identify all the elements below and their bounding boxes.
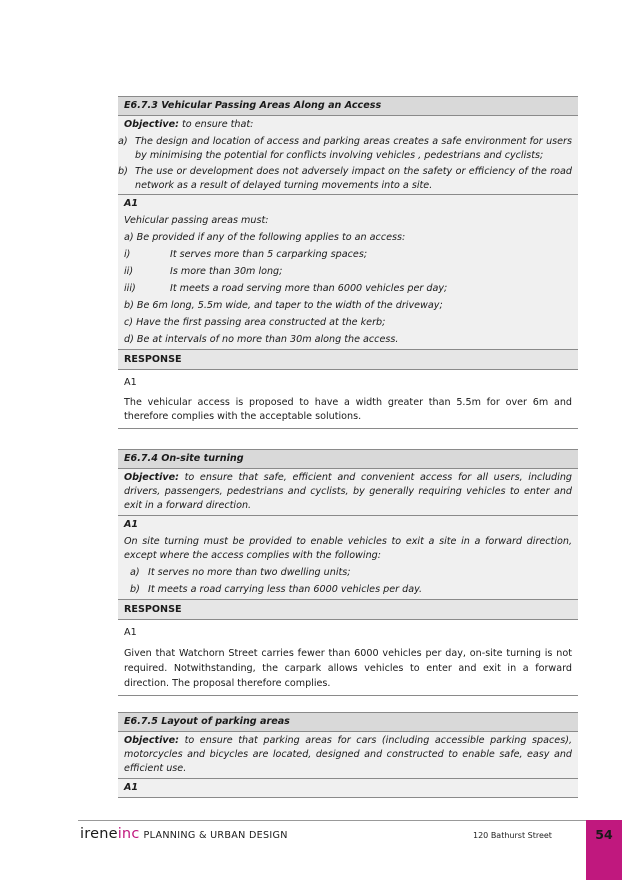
objective-text: to ensure that: [178, 119, 254, 130]
objective-text: to ensure that parking areas for cars (including accessible parking spaces), motorcycles and bicycles are located, designed and constructed to enable safe, easy and efficient use. [124, 735, 572, 774]
objective-block [118, 469, 578, 516]
objective-text: to ensure that safe, efficient and convenient access for all users, including drivers, passengers, pedestrians and cyclists, by generally requiring vehicles to enter and exit in a forward direction. [124, 472, 572, 511]
response-text: The vehicular access is proposed to have a width greater than 5.5m for over 6m and therefore complies with the acceptable solutions. [124, 397, 572, 422]
brand-inc: inc [117, 826, 140, 842]
roman-item: i) It serves more than 5 carparking spaces; [124, 249, 368, 260]
a1-item: b) It meets a road carrying less than 6000 vehicles per day. [130, 584, 423, 595]
section-title: E6.7.5 Layout of parking areas [118, 712, 578, 732]
acceptable-solution-block [118, 779, 578, 798]
brand-tagline: PLANNING & URBAN DESIGN [143, 830, 288, 841]
a1-intro: Vehicular passing areas must: [124, 215, 269, 226]
objective-item: a) The design and location of access and parking areas creates a safe environment for users by minimising the potential for conflicts involving vehicles , pedestrians and cyclists; [118, 136, 572, 161]
a1-label: A1 [124, 519, 139, 530]
page-number: 54 [586, 820, 622, 880]
footer-divider [78, 820, 586, 821]
response-header: RESPONSE [118, 350, 578, 370]
response-a1: A1 [124, 377, 137, 388]
section-e674 [118, 449, 578, 696]
a1-b-line: b) Be 6m long, 5.5m wide, and taper to the width of the driveway; [124, 300, 443, 311]
footer-address: 120 Bathurst Street [473, 831, 552, 840]
section-title: E6.7.4 On-site turning [118, 449, 578, 469]
response-block [118, 620, 578, 696]
brand-irene: irene [80, 826, 118, 842]
acceptable-solution-block [118, 516, 578, 600]
objective-block [118, 732, 578, 779]
objective-label: Objective: [124, 735, 179, 746]
response-block [118, 370, 578, 429]
section-title: E6.7.3 Vehicular Passing Areas Along an Access [118, 96, 578, 116]
section-e673 [118, 96, 578, 429]
acceptable-solution-block [118, 195, 578, 350]
a1-d-line: d) Be at intervals of no more than 30m along the access. [124, 334, 399, 345]
footer-brand [80, 826, 288, 842]
roman-item: iii) It meets a road serving more than 6000 vehicles per day; [124, 283, 448, 294]
section-e675 [118, 712, 578, 798]
response-text: Given that Watchorn Street carries fewer than 6000 vehicles per day, on-site turning is not required. Notwithstanding, the carpark allows vehicles to enter and exit in a forward direction. The proposal therefore complies. [124, 648, 572, 689]
a1-text: On site turning must be provided to enable vehicles to exit a site in a forward direction, except where the access complies with the following: [124, 536, 572, 561]
roman-item: ii) Is more than 30m long; [124, 266, 283, 277]
response-header: RESPONSE [118, 600, 578, 620]
a1-label: A1 [124, 782, 139, 793]
a1-c-line: c) Have the first passing area constructed at the kerb; [124, 317, 386, 328]
response-a1: A1 [124, 627, 137, 638]
objective-label: Objective: [124, 472, 179, 483]
objective-item: b) The use or development does not adversely impact on the safety or efficiency of the road network as a result of delayed turning movements into a site. [118, 166, 572, 191]
a1-item: a) It serves no more than two dwelling units; [130, 567, 351, 578]
objective-block [118, 116, 578, 195]
a1-a-line: a) Be provided if any of the following applies to an access: [124, 232, 406, 243]
objective-label: Objective: [124, 119, 179, 130]
a1-label: A1 [124, 198, 139, 209]
